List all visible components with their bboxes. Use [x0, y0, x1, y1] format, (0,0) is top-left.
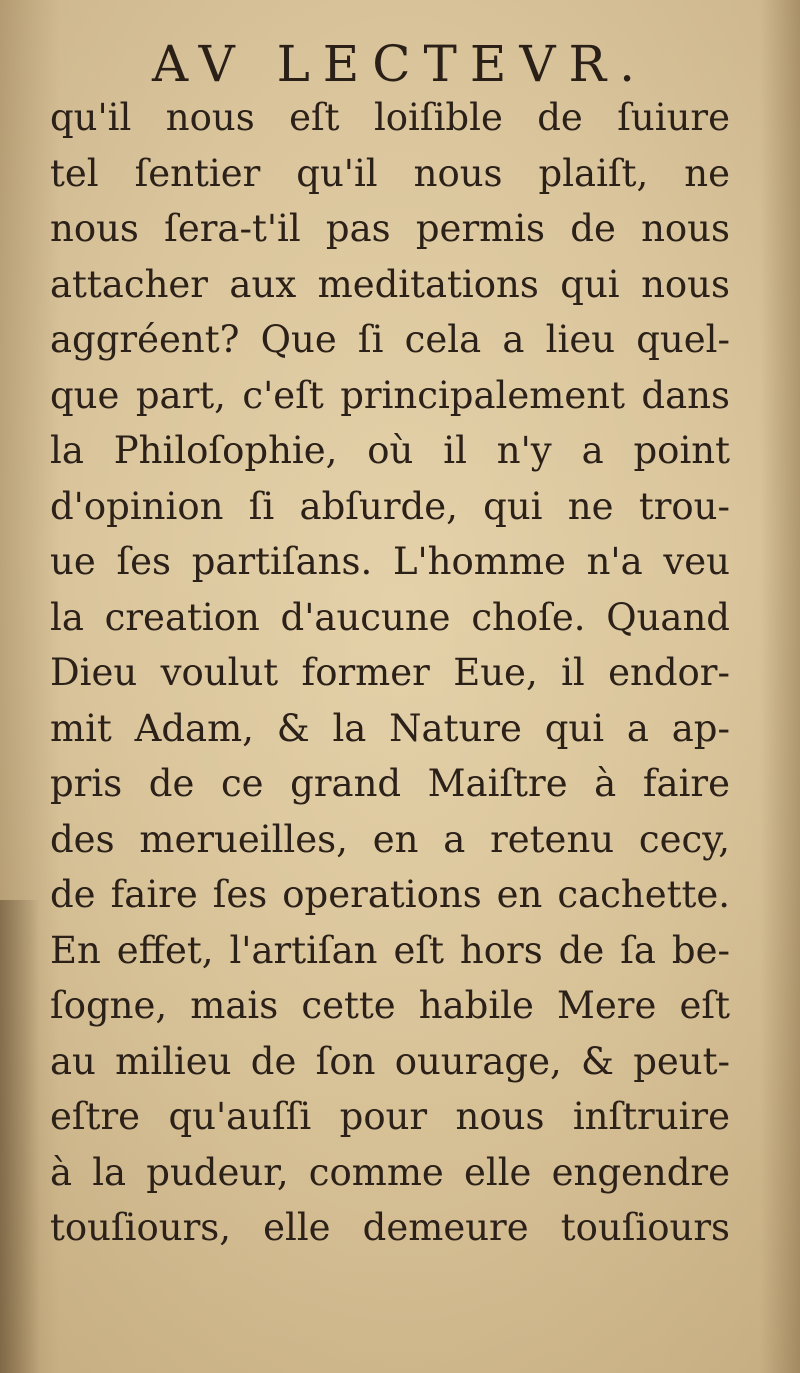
text-line: que part, c'eſt principalement dans — [50, 373, 730, 417]
text-line: nous ſera-t'il pas permis de nous — [50, 207, 730, 250]
text-line: pris de ce grand Maiſtre à faire — [50, 762, 730, 805]
text-line: au milieu de ſon ouurage, & peut- — [50, 1039, 730, 1083]
text-line: aggréent? Que ſi cela a lieu quel- — [50, 318, 730, 361]
text-line: eſtre qu'auſſi pour nous inſtruire — [50, 1095, 730, 1138]
running-title: AV LECTEVR. — [151, 35, 649, 93]
text-line: mit Adam, & la Nature qui a ap- — [50, 706, 730, 750]
text-line: Dieu voulut former Eue, il endor- — [50, 651, 730, 694]
text-line: touſiours, elle demeure touſiours — [50, 1206, 730, 1249]
text-line: d'opinion ſi abſurde, qui ne trou- — [50, 484, 730, 528]
text-line: la creation d'aucune choſe. Quand — [50, 595, 730, 639]
page-edge-shadow — [0, 900, 40, 1373]
text-line: attacher aux meditations qui nous — [50, 262, 730, 306]
text-line: ue ſes partiſans. L'homme n'a veu — [50, 540, 730, 583]
text-line: tel ſentier qu'il nous plaiſt, ne — [50, 151, 730, 195]
text-line: des merueilles, en a retenu cecy, — [50, 817, 730, 861]
text-line: ſogne, mais cette habile Mere eſt — [50, 984, 730, 1027]
text-line: à la pudeur, comme elle engendre — [50, 1150, 730, 1194]
text-line: la Philoſophie, où il n'y a point — [50, 429, 730, 472]
body-text — [50, 90, 730, 1256]
text-line: En effet, l'artiſan eſt hors de ſa be- — [50, 928, 730, 972]
text-line: qu'il nous eſt loiſible de ſuiure — [50, 96, 730, 139]
text-line: de faire ſes operations en cachette. — [50, 873, 730, 916]
